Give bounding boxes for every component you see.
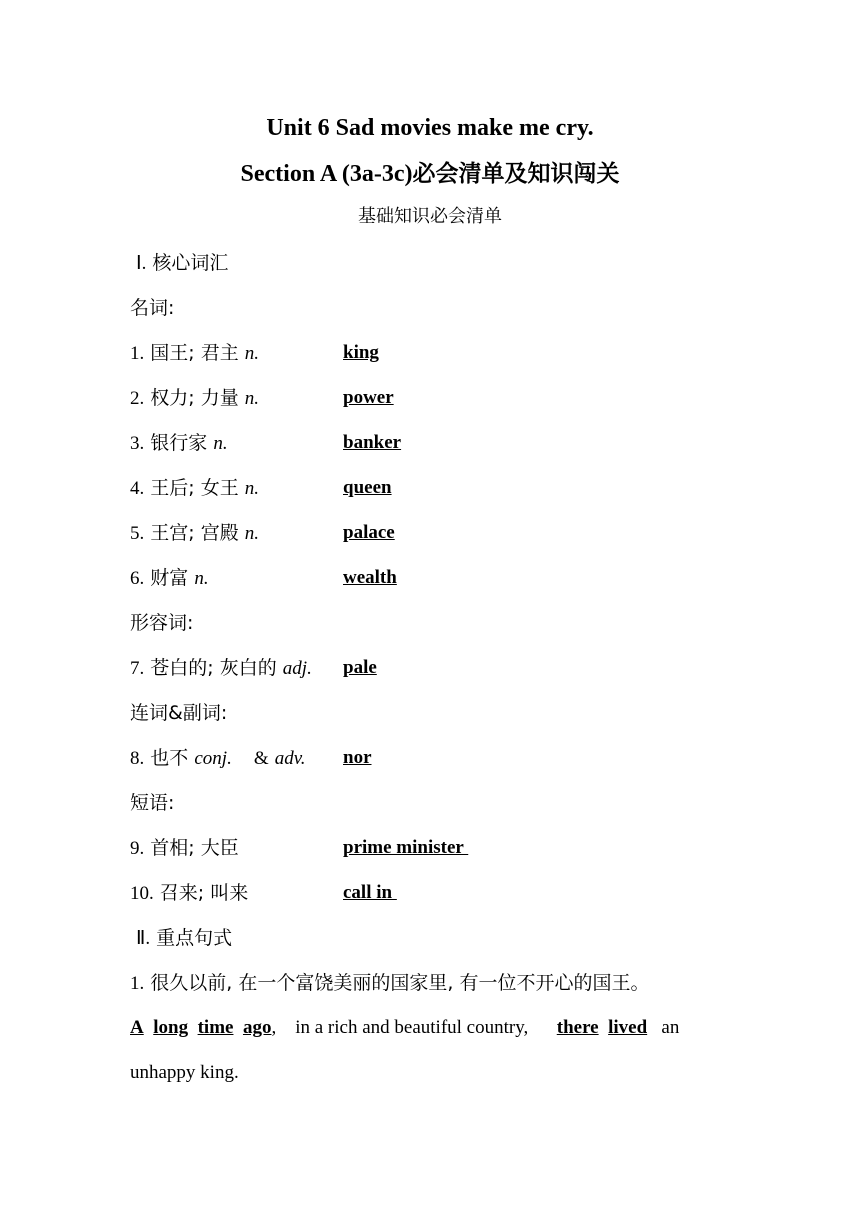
answer-blank: time xyxy=(197,1017,234,1038)
vocab-answer: king xyxy=(343,342,379,363)
unit-title xyxy=(0,113,860,143)
item-pos-2: adv. xyxy=(274,748,306,769)
answer-blank: long xyxy=(153,1017,189,1038)
section-heading-vocab xyxy=(136,251,228,276)
section-numeral: Ⅰ. xyxy=(136,253,147,274)
item-chinese: 银行家 xyxy=(150,432,208,454)
sentence-text: , in a rich and beautiful country, xyxy=(271,1017,529,1038)
vocab-answer: palace xyxy=(343,522,395,543)
item-number: 5. xyxy=(130,523,145,544)
answer-blank: ago xyxy=(242,1017,272,1038)
item-number: 2. xyxy=(130,388,145,409)
item-chinese: 也不 xyxy=(150,747,189,769)
vocab-item xyxy=(130,341,259,366)
section-title-zh: 必会清单及知识闯关 xyxy=(412,161,620,187)
item-chinese: 召来; 叫来 xyxy=(159,882,249,904)
unit-title-text: Unit 6 Sad movies make me cry. xyxy=(266,115,594,141)
category-conj-adv: 连词&副词: xyxy=(130,702,228,724)
vocab-item xyxy=(130,836,239,861)
item-number: 1. xyxy=(130,343,145,364)
category-nouns: 名词: xyxy=(130,297,175,319)
section-heading-sentences xyxy=(136,926,232,951)
vocab-item xyxy=(130,476,259,501)
item-pos: n. xyxy=(244,478,260,499)
vocab-answer: pale xyxy=(343,657,377,678)
item-number: 9. xyxy=(130,838,145,859)
vocab-item xyxy=(130,431,228,456)
item-number: 10. xyxy=(130,883,154,904)
category-phrases: 短语: xyxy=(130,792,175,814)
vocab-item xyxy=(130,746,305,771)
item-chinese: 权力; 力量 xyxy=(150,387,239,409)
vocab-item xyxy=(130,386,259,411)
item-number: 6. xyxy=(130,568,145,589)
vocab-answer: nor xyxy=(343,747,372,768)
item-number: 4. xyxy=(130,478,145,499)
sentence-zh-text: 很久以前, 在一个富饶美丽的国家里, 有一位不开心的国王。 xyxy=(150,972,650,994)
item-chinese: 国王; 君主 xyxy=(150,342,239,364)
vocab-item xyxy=(130,656,312,681)
vocab-item xyxy=(130,881,248,906)
item-number: 8. xyxy=(130,748,145,769)
vocab-answer: banker xyxy=(343,432,402,453)
section-label: 重点句式 xyxy=(156,927,233,949)
item-pos-amp: & xyxy=(253,748,269,769)
answer-blank: lived xyxy=(608,1017,648,1038)
item-pos: adj. xyxy=(282,658,312,679)
item-pos: n. xyxy=(213,433,228,454)
sentence-text: an xyxy=(661,1017,680,1038)
item-chinese: 首相; 大臣 xyxy=(150,837,239,859)
item-chinese: 王宫; 宫殿 xyxy=(150,522,239,544)
vocab-answer: prime minister xyxy=(343,837,469,858)
item-pos: conj. xyxy=(194,748,232,769)
vocab-item xyxy=(130,566,209,591)
sentence-english-line2: unhappy king. xyxy=(130,1062,239,1083)
sentence-english-line1 xyxy=(130,1016,731,1040)
item-chinese: 财富 xyxy=(150,567,189,589)
vocab-answer: queen xyxy=(343,477,392,498)
subtitle: 基础知识必会清单 xyxy=(358,206,502,227)
section-title-en: Section A (3a-3c) xyxy=(240,161,413,187)
answer-blank: A xyxy=(130,1017,144,1038)
item-pos: n. xyxy=(244,523,260,544)
item-chinese: 苍白的; 灰白的 xyxy=(150,657,277,679)
section-numeral: Ⅱ. xyxy=(136,928,151,949)
vocab-answer: wealth xyxy=(343,567,397,588)
vocab-answer: call in xyxy=(343,882,397,903)
item-pos: n. xyxy=(194,568,209,589)
sentence-chinese xyxy=(130,971,649,996)
item-chinese: 王后; 女王 xyxy=(150,477,239,499)
vocab-answer: power xyxy=(343,387,394,408)
item-number: 1. xyxy=(130,973,145,994)
section-title xyxy=(0,159,860,189)
vocab-item xyxy=(130,521,259,546)
item-pos: n. xyxy=(244,343,260,364)
item-number: 3. xyxy=(130,433,145,454)
item-pos: n. xyxy=(244,388,260,409)
section-label: 核心词汇 xyxy=(152,252,229,274)
item-number: 7. xyxy=(130,658,145,679)
answer-blank: there xyxy=(556,1017,599,1038)
category-adjectives: 形容词: xyxy=(130,612,194,634)
